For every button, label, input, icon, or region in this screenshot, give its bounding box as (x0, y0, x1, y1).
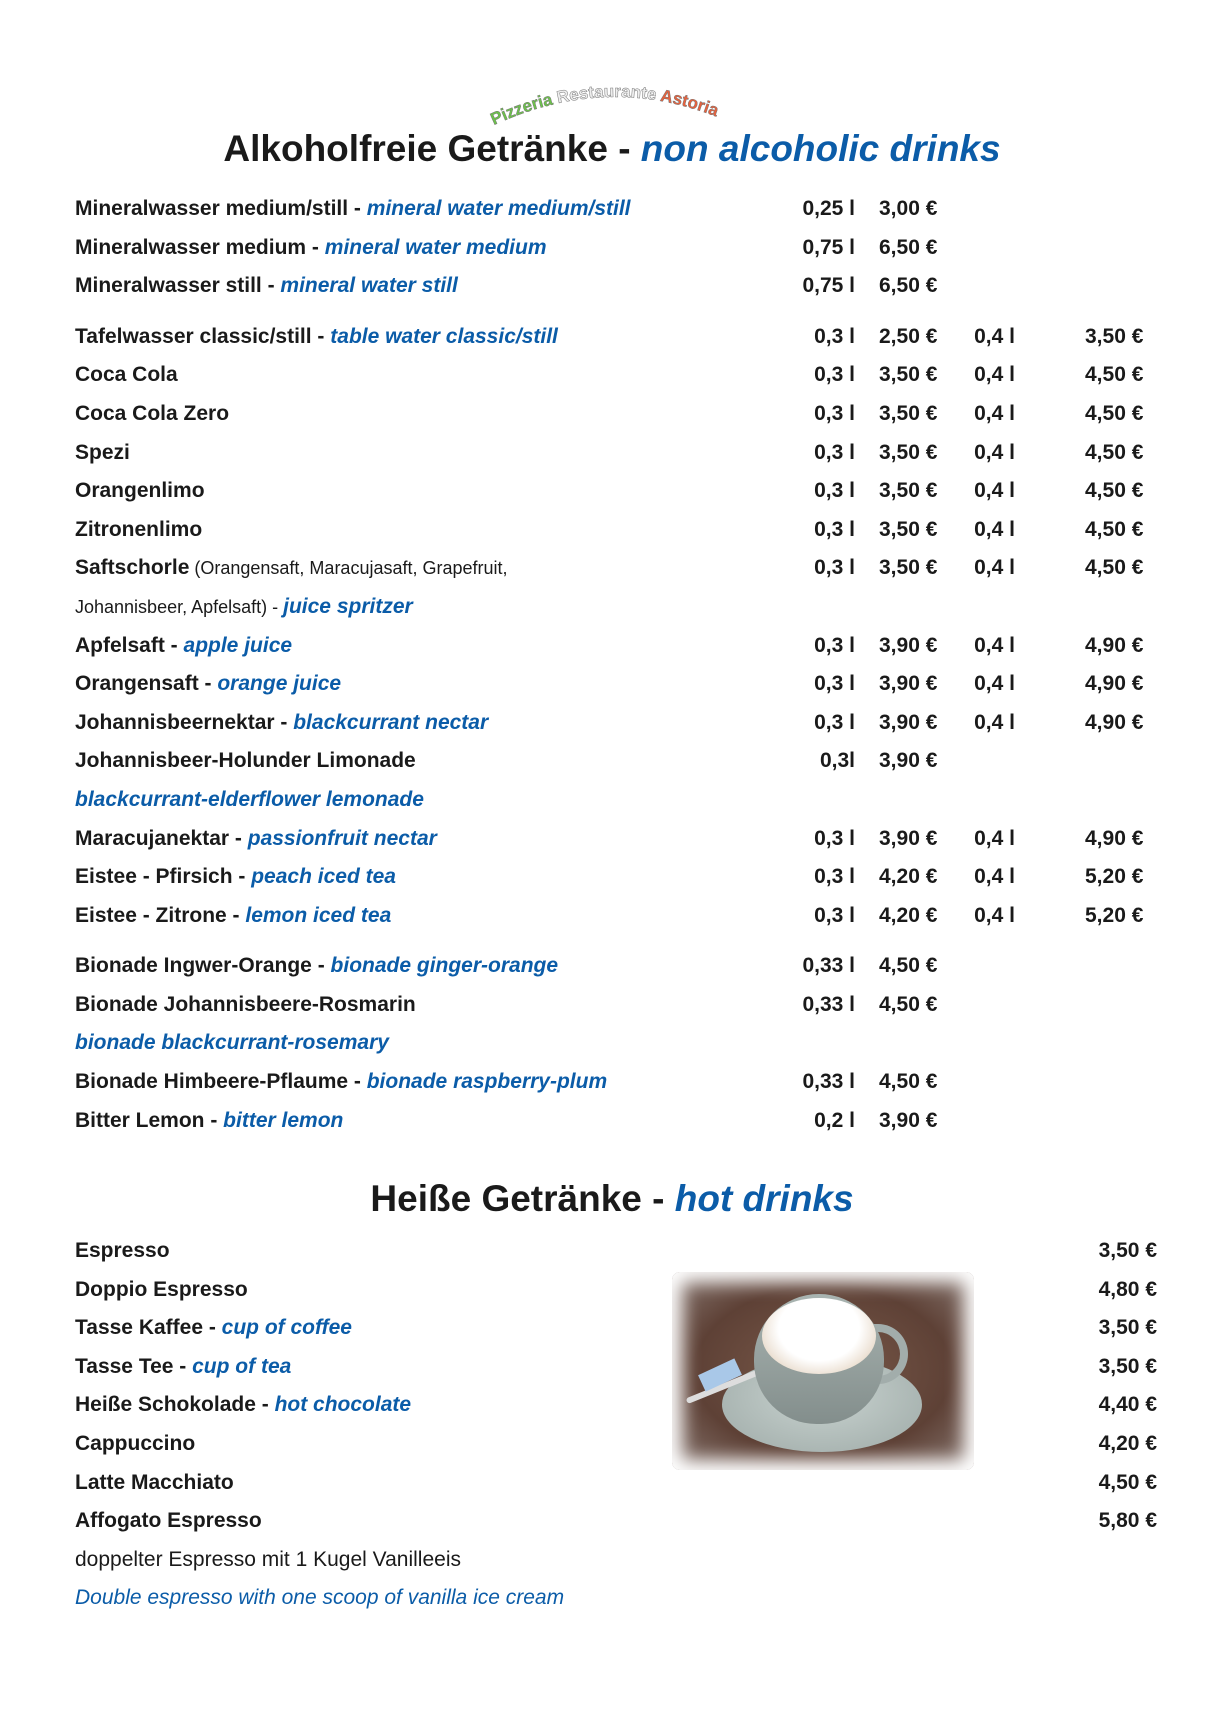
title-german: Alkoholfreie Getränke - (223, 128, 641, 169)
volume-small: 0,3 l (814, 440, 855, 464)
menu-item (75, 704, 1165, 743)
item-name-german: Apfelsaft - (75, 633, 184, 657)
price-large: 4,50 € (1085, 479, 1144, 503)
price-small: 6,50 € (879, 235, 938, 259)
price-small: 3,50 € (879, 556, 938, 580)
item-name-english: mineral water still (280, 274, 458, 298)
volume-large: 0,4 l (974, 556, 1015, 580)
price-small: 3,90 € (879, 672, 938, 696)
price: 3,50 € (1098, 1316, 1157, 1340)
menu-item (75, 1309, 1165, 1348)
price-small: 4,50 € (879, 954, 938, 978)
item-name-english: cup of coffee (221, 1316, 352, 1340)
menu-item (75, 1063, 1165, 1102)
item-name-english: table water classic/still (330, 324, 558, 348)
item-name-german: Eistee - Pfirsich - (75, 865, 252, 889)
menu-item (75, 1386, 1165, 1425)
volume-small: 0,3 l (814, 710, 855, 734)
price: 5,80 € (1098, 1509, 1157, 1533)
price-small: 4,20 € (879, 903, 938, 927)
price-large: 4,50 € (1085, 556, 1144, 580)
price-large: 3,50 € (1085, 324, 1144, 348)
price-large: 5,20 € (1085, 903, 1144, 927)
volume-small: 0,33 l (802, 1070, 855, 1094)
menu-item (75, 858, 1165, 897)
item-name-german: Coca Cola (75, 363, 178, 387)
item-second-line (75, 781, 424, 820)
menu-item (75, 229, 1165, 268)
svg-text:Pizzeria Restaurante Astoria: Pizzeria Restaurante Astoria (487, 81, 722, 129)
item-name-english: bionade blackcurrant-rosemary (75, 1031, 389, 1055)
menu-item (75, 511, 1165, 550)
item-name-german: Spezi (75, 440, 130, 464)
price-small: 3,90 € (879, 826, 938, 850)
item-name-english: bitter lemon (223, 1108, 344, 1132)
price-small: 3,90 € (879, 1108, 938, 1132)
item-name-german: Orangensaft - (75, 672, 218, 696)
item-name-german: Doppio Espresso (75, 1277, 248, 1301)
item-second-line (75, 588, 413, 627)
hot-drinks-list (75, 1232, 1165, 1618)
milk-foam (762, 1298, 876, 1374)
menu-item (75, 434, 1165, 473)
price-small: 4,20 € (879, 865, 938, 889)
price: 4,80 € (1098, 1277, 1157, 1301)
volume-small: 0,3 l (814, 865, 855, 889)
menu-item (75, 986, 1165, 1063)
item-name-german: Bionade Ingwer-Orange - (75, 954, 331, 978)
item-name-german: Tasse Tee - (75, 1354, 193, 1378)
volume-large: 0,4 l (974, 710, 1015, 734)
price-small: 4,50 € (879, 1070, 938, 1094)
price-small: 3,50 € (879, 517, 938, 541)
price-large: 4,90 € (1085, 710, 1144, 734)
item-name-german: Affogato Espresso (75, 1509, 262, 1533)
price-small: 6,50 € (879, 274, 938, 298)
description-english: Double espresso with one scoop of vanilla ice cream (75, 1586, 565, 1610)
volume-small: 0,3 l (814, 633, 855, 657)
item-name-english: hot chocolate (274, 1393, 412, 1417)
item-note: Johannisbeer, Apfelsaft) - (75, 596, 284, 617)
volume-small: 0,25 l (802, 197, 855, 220)
price: 3,50 € (1098, 1354, 1157, 1378)
menu-item (75, 190, 1165, 229)
volume-small: 0,3 l (814, 517, 855, 541)
item-name-english: peach iced tea (251, 865, 396, 889)
volume-large: 0,4 l (974, 672, 1015, 696)
menu-item (75, 897, 1165, 936)
item-name-german: Mineralwasser medium/still - (75, 197, 367, 220)
item-name-german: Bitter Lemon - (75, 1108, 224, 1132)
price-large: 4,50 € (1085, 363, 1144, 387)
item-name-english: passionfruit nectar (247, 826, 437, 850)
item-second-line (75, 1024, 389, 1063)
item-name-english: lemon iced tea (245, 903, 392, 927)
item-name-german: Johannisbeernektar - (75, 710, 294, 734)
item-name-german: Espresso (75, 1239, 170, 1262)
price-large: 4,50 € (1085, 401, 1144, 425)
volume-small: 0,75 l (802, 235, 855, 259)
hot-drinks-title (0, 1178, 1224, 1220)
volume-large: 0,4 l (974, 324, 1015, 348)
price-small: 2,50 € (879, 324, 938, 348)
restaurant-logo (480, 72, 750, 132)
volume-small: 0,3 l (814, 401, 855, 425)
item-name-german: Eistee - Zitrone - (75, 903, 246, 927)
price-small: 4,50 € (879, 992, 938, 1016)
volume-small: 0,3 l (814, 324, 855, 348)
price-large: 4,50 € (1085, 440, 1144, 464)
price-large: 4,90 € (1085, 633, 1144, 657)
price: 3,50 € (1098, 1239, 1157, 1262)
item-description (75, 1579, 1165, 1618)
volume-large: 0,4 l (974, 633, 1015, 657)
price: 4,40 € (1098, 1393, 1157, 1417)
item-name-german: Tasse Kaffee - (75, 1316, 222, 1340)
menu-item (75, 742, 1165, 819)
cold-drinks-list (75, 190, 1165, 1140)
item-name-german: Mineralwasser medium - (75, 235, 325, 259)
item-name-english: juice spritzer (283, 594, 413, 618)
item-name-english: apple juice (183, 633, 293, 657)
cappuccino-photo (672, 1272, 974, 1470)
price-small: 3,50 € (879, 363, 938, 387)
volume-small: 0,3 l (814, 556, 855, 580)
menu-item (75, 665, 1165, 704)
volume-large: 0,4 l (974, 826, 1015, 850)
item-name-english: bionade ginger-orange (330, 954, 559, 978)
price-large: 4,50 € (1085, 517, 1144, 541)
volume-small: 0,3 l (814, 363, 855, 387)
item-name-german: Saftschorle (75, 556, 190, 580)
volume-small: 0,33 l (802, 954, 855, 978)
volume-small: 0,33 l (802, 992, 855, 1016)
menu-item (75, 1348, 1165, 1387)
menu-item (75, 318, 1165, 357)
price-small: 3,90 € (879, 749, 938, 773)
volume-small: 0,75 l (802, 274, 855, 298)
menu-item (75, 267, 1165, 306)
volume-small: 0,3 l (814, 903, 855, 927)
title-german: Heiße Getränke - (370, 1178, 675, 1219)
price-small: 3,90 € (879, 633, 938, 657)
item-name-english: blackcurrant-elderflower lemonade (75, 787, 424, 811)
volume-small: 0,3 l (814, 672, 855, 696)
volume-large: 0,4 l (974, 865, 1015, 889)
item-name-english: mineral water medium/still (366, 197, 631, 220)
item-name-english: cup of tea (192, 1354, 292, 1378)
menu-item (75, 820, 1165, 859)
volume-large: 0,4 l (974, 903, 1015, 927)
item-name-german: Maracujanektar - (75, 826, 248, 850)
price-small: 3,50 € (879, 479, 938, 503)
price: 4,20 € (1098, 1431, 1157, 1455)
menu-item (75, 947, 1165, 986)
volume-small: 0,2 l (814, 1108, 855, 1132)
menu-item (75, 549, 1165, 626)
item-name-german: Mineralwasser still - (75, 274, 281, 298)
item-name-english: orange juice (217, 672, 342, 696)
volume-large: 0,4 l (974, 401, 1015, 425)
item-name-german: Coca Cola Zero (75, 401, 230, 425)
price-large: 5,20 € (1085, 865, 1144, 889)
menu-item (75, 472, 1165, 511)
volume-small: 0,3 l (814, 479, 855, 503)
volume-large: 0,4 l (974, 363, 1015, 387)
menu-item (75, 1425, 1165, 1464)
volume-large: 0,4 l (974, 517, 1015, 541)
menu-item (75, 627, 1165, 666)
volume-large: 0,4 l (974, 440, 1015, 464)
cold-drinks-title (0, 128, 1224, 170)
price-large: 4,90 € (1085, 826, 1144, 850)
volume-small: 0,3l (819, 749, 855, 773)
price-small: 3,00 € (879, 197, 938, 220)
item-name-german: Bionade Johannisbeere-Rosmarin (75, 992, 416, 1016)
price-small: 3,90 € (879, 710, 938, 734)
item-name-german: Bionade Himbeere-Pflaume - (75, 1070, 367, 1094)
price-small: 3,50 € (879, 401, 938, 425)
item-name-german: Heiße Schokolade - (75, 1393, 275, 1417)
item-note: (Orangensaft, Maracujasaft, Grapefruit, (189, 558, 508, 579)
menu-item (75, 1102, 1165, 1141)
title-english: hot drinks (674, 1178, 854, 1219)
menu-item (75, 395, 1165, 434)
item-name-german: Zitronenlimo (75, 517, 203, 541)
description-german: doppelter Espresso mit 1 Kugel Vanilleeis (75, 1547, 461, 1571)
item-name-english: blackcurrant nectar (293, 710, 489, 734)
item-name-german: Cappuccino (75, 1431, 196, 1455)
price-large: 4,90 € (1085, 672, 1144, 696)
item-name-german: Latte Macchiato (75, 1470, 234, 1494)
item-name-english: bionade raspberry-plum (366, 1070, 608, 1094)
price-small: 3,50 € (879, 440, 938, 464)
price: 4,50 € (1098, 1470, 1157, 1494)
item-name-german: Johannisbeer-Holunder Limonade (75, 749, 416, 773)
menu-item (75, 1232, 1165, 1271)
menu-item (75, 1271, 1165, 1310)
volume-small: 0,3 l (814, 826, 855, 850)
item-name-english: mineral water medium (324, 235, 547, 259)
title-english: non alcoholic drinks (640, 128, 1001, 169)
item-description (75, 1541, 1165, 1580)
item-name-german: Tafelwasser classic/still - (75, 324, 331, 348)
volume-large: 0,4 l (974, 479, 1015, 503)
menu-item (75, 1502, 1165, 1541)
item-name-german: Orangenlimo (75, 479, 205, 503)
menu-item (75, 356, 1165, 395)
menu-item (75, 1464, 1165, 1503)
